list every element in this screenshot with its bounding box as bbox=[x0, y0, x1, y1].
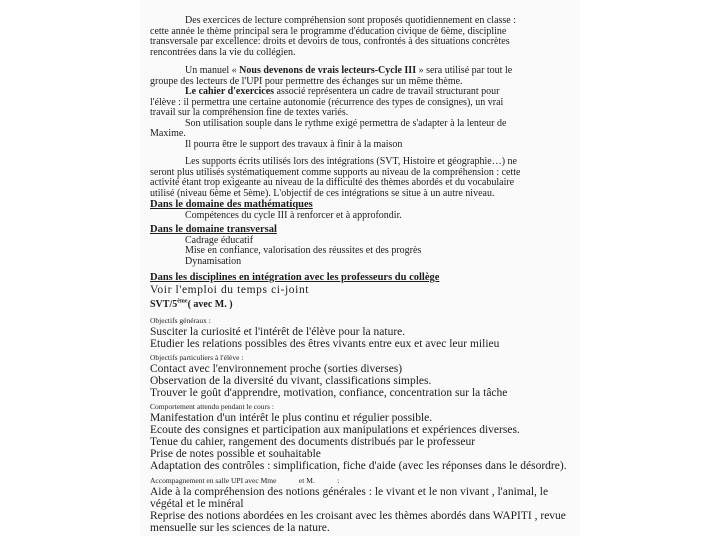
text-line: Reprise des notions abordées en les croisant avec les thèmes abordés dans WAPITI , revue bbox=[150, 510, 566, 522]
paragraph-reading bbox=[150, 16, 580, 58]
text-line: Son utilisation souple dans le rythme exigé permettra de s'adapter à la lenteur de bbox=[185, 117, 507, 129]
section-disciplines bbox=[150, 273, 580, 296]
text-line: Cadrage éducatif bbox=[185, 234, 254, 246]
text-line: Un manuel « Nous devenons de vrais lecteurs-Cycle III » sera utilisé par tout le bbox=[185, 65, 513, 76]
text-line: Compétences du cycle III à renforcer et à approfondir. bbox=[185, 209, 402, 221]
text-line: cette année le thème principal sera le programme d'éducation civique de 6ème, discipline bbox=[150, 25, 507, 37]
text-line: transversale par excellence: droits et devoirs de tous, confrontés à des situations concrètes bbox=[150, 36, 510, 47]
text-line: Il pourra être le support des travaux à finir à la maison bbox=[185, 138, 403, 150]
text-line: Mise en confiance, valorisation des réussites et des progrès bbox=[185, 245, 422, 256]
text-line: Ecoute des consignes et participation aux manipulations et expériences diverses. bbox=[150, 424, 520, 436]
subsection-label: Comportement attendu pendant le cours : bbox=[150, 402, 274, 411]
paragraph-supports bbox=[150, 157, 580, 199]
text-line: Trouver le goût d'apprendre, motivation, confiance, concentration sur la tâche bbox=[150, 387, 508, 399]
text-line: groupe des lecteurs de l'UPI pour permettre des échanges sur un même thème. bbox=[150, 75, 463, 87]
section-transversal bbox=[150, 225, 580, 267]
svt-accompagnement bbox=[150, 476, 580, 534]
text-line: Le cahier d'exercices associé représentera un cadre de travail structurant pour bbox=[185, 86, 500, 97]
text-line: Des exercices de lecture compréhension sont proposés quotidiennement en classe : bbox=[185, 15, 517, 26]
section-math bbox=[150, 200, 580, 221]
subsection-label: Accompagnement en salle UPI avec Mme et M. : bbox=[150, 476, 340, 485]
text-line: Voir l'emploi du temps ci-joint bbox=[150, 283, 310, 296]
subsection-label: Objectifs généraux : bbox=[150, 316, 211, 325]
text-line: l'élève : il permettra une certaine autonomie (récurrence des types de consignes), un vrai bbox=[150, 96, 504, 108]
text-line: Etudier les relations possibles des êtres vivants entre eux et avec leur milieu bbox=[150, 338, 500, 350]
text-line: Dynamisation bbox=[185, 255, 242, 267]
paragraph-manual bbox=[150, 66, 580, 150]
text-line: Contact avec l'environnement proche (sorties diverses) bbox=[150, 363, 403, 375]
text-line: seront plus utilisés systématiquement comme supports au niveau de la compréhension : cette bbox=[150, 166, 521, 178]
text-line: Manifestation d'un intérêt le plus continu et régulier possible. bbox=[150, 412, 433, 424]
text-line: végétal et le minéral bbox=[150, 498, 244, 510]
text-line: travail sur la compréhension fine de textes variés. bbox=[150, 107, 349, 118]
section-heading: Dans les disciplines en intégration avec les professeurs du collège bbox=[150, 272, 440, 283]
text-line: utilisé (niveau 6ème et 5ème). L'objectif de ces intégrations se situe à un autre niveau. bbox=[150, 187, 495, 199]
svt-objectifs-generaux bbox=[150, 316, 580, 350]
text-line: Prise de notes possible et souhaitable bbox=[150, 448, 321, 460]
text-line: mensuelle sur les sciences de la nature. bbox=[150, 522, 330, 534]
section-heading: Dans le domaine des mathématiques bbox=[150, 199, 313, 210]
text-line: Observation de la diversité du vivant, classifications simples. bbox=[150, 375, 432, 387]
text-line: rencontrées dans la vie du collégien. bbox=[150, 46, 296, 58]
section-heading: Dans le domaine transversal bbox=[150, 224, 277, 235]
text-line: Les supports écrits utilisés lors des intégrations (SVT, Histoire et géographie…) ne bbox=[185, 156, 517, 167]
text-line: Adaptation des contrôles : simplification, fiche d'aide (avec les réponses dans le désordre). bbox=[150, 460, 567, 472]
subsection-label: Objectifs particuliers à l'élève : bbox=[150, 353, 244, 362]
text-line: activité étant trop exigeante au niveau de la difficulté des thèmes abordés et du vocabulaire bbox=[150, 177, 515, 188]
text-line: Susciter la curiosité et l'intérêt de l'élève pour la nature. bbox=[150, 326, 406, 338]
svt-objectifs-particuliers bbox=[150, 353, 580, 399]
text-line: Tenue du cahier, rangement des documents distribués par le professeur bbox=[150, 436, 476, 448]
svt-comportement bbox=[150, 402, 580, 472]
text-line: Aide à la compréhension des notions générales : le vivant et le non vivant , l'animal, le bbox=[150, 486, 549, 498]
svt-title: SVT/5ème( avec M. ) bbox=[150, 298, 233, 310]
text-line: Maxime. bbox=[150, 128, 186, 139]
